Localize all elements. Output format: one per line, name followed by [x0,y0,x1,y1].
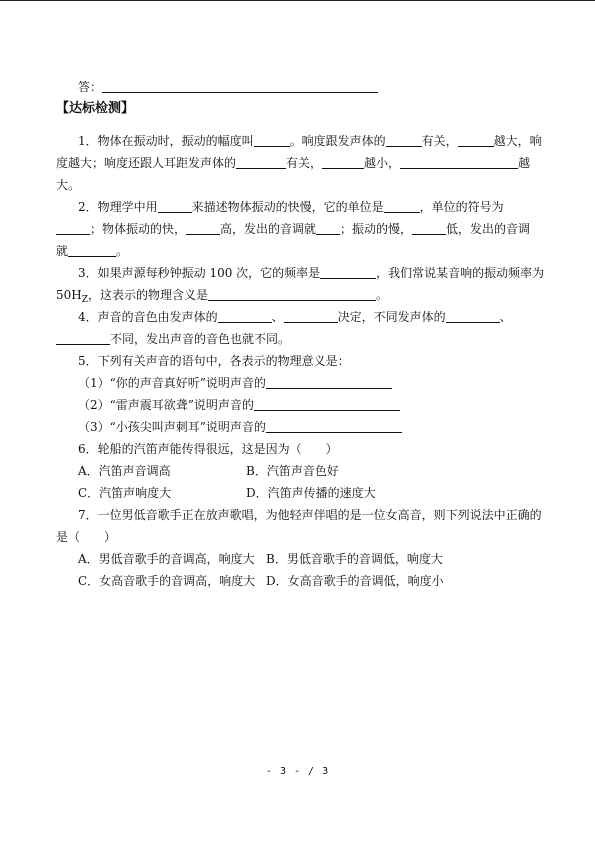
q6-option-c: C．汽笛声响度大 [78,486,172,500]
q2-blank-3 [56,220,90,235]
q4-blank-1 [218,308,272,323]
top-border-line [0,0,595,1]
q1-blank-3 [458,132,494,147]
q5-item-3: （3）“小孩尖叫声刺耳”说明声音的 [78,416,402,438]
q3-line-2: $50H_Z$，这表示的物理含义是 。 [56,288,389,305]
q1-line-2: 度越大；响度还跟人耳距发声体的 有关， 越小， 越 [56,156,531,170]
q2-blank-4 [186,220,220,235]
q3-blank-2 [208,286,376,301]
q2-blank-2 [384,198,420,213]
q5-blank-2 [254,396,400,411]
answer-label: 答： [78,80,103,94]
q2-blank-1 [158,198,192,213]
q4-blank-3 [446,308,500,323]
q1-blank-2 [386,132,422,147]
q6-option-a: A．汽笛声音调高 [78,464,171,478]
page-number: - 3 - / 3 [265,766,330,777]
q4-line-2: 不同，发出声音的音色也就不同。 [56,328,290,350]
q5-blank-3 [266,418,402,433]
q3-blank-1 [320,264,376,279]
q7-option-b: B．男低音歌手的音调低，响度大 [266,552,443,566]
q7-stem-line-2: 是（ ） [56,530,117,544]
q7-stem-line-1: 7．一位男低音歌手正在放声歌唱，为他轻声伴唱的是一位女高音，则下列说法中正确的 [78,508,542,522]
q7-option-c: C．女高音歌手的音调高，响度大 [78,574,256,588]
q1-blank-4 [236,154,286,169]
q2-line-2: ；物体振动的快， 高，发出的音调就 ；振动的慢， 低，发出的音调 [56,218,530,240]
q4-blank-2 [284,308,338,323]
q6-option-d: D．汽笛声传播的速度大 [246,486,376,500]
q5-item-1: （1）“你的声音真好听”说明声音的 [78,372,392,394]
q1-blank-5 [322,154,364,169]
q5-blank-1 [266,374,392,389]
answer-line [78,76,378,98]
q2-line-1: 2．物理学中用 来描述物体振动的快慢，它的单位是 ，单位的符号为 [78,200,504,214]
q1-line-1: 1．物体在振动时，振动的幅度叫 。响度跟发声体的 有关， 越大，响 [78,134,542,148]
q2-line-3: 就 。 [56,244,129,258]
q2-blank-7 [68,242,116,257]
section-title: 【达标检测】 [56,101,135,116]
q2-blank-5 [316,220,340,235]
q5-stem: 5．下列有关声音的语句中，各表示的物理意义是： [78,354,350,368]
q6-option-b: B．汽笛声音色好 [246,464,339,478]
q4-blank-4 [56,330,110,345]
q3-line-1: 3．如果声源每秒钟振动 100 次，它的频率是 ，我们常说某音响的振动频率为 [78,266,545,280]
q7-option-d: D．女高音歌手的音调低，响度小 [266,574,444,588]
q1-blank-6 [400,154,518,169]
q6-stem: 6．轮船的汽笛声能传得很远，这是因为（ ） [78,442,338,456]
q7-option-a: A．男低音歌手的音调高，响度大 [78,552,255,566]
answer-blank [102,78,378,93]
q1-line-3: 大。 [56,178,81,192]
q1-blank-1 [254,132,290,147]
q4-line-1: 4．声音的音色由发声体的 、 决定，不同发声体的 、 [78,310,512,324]
q2-blank-6 [412,220,446,235]
q5-item-2: （2）“雷声震耳欲聋”说明声音的 [78,394,400,416]
